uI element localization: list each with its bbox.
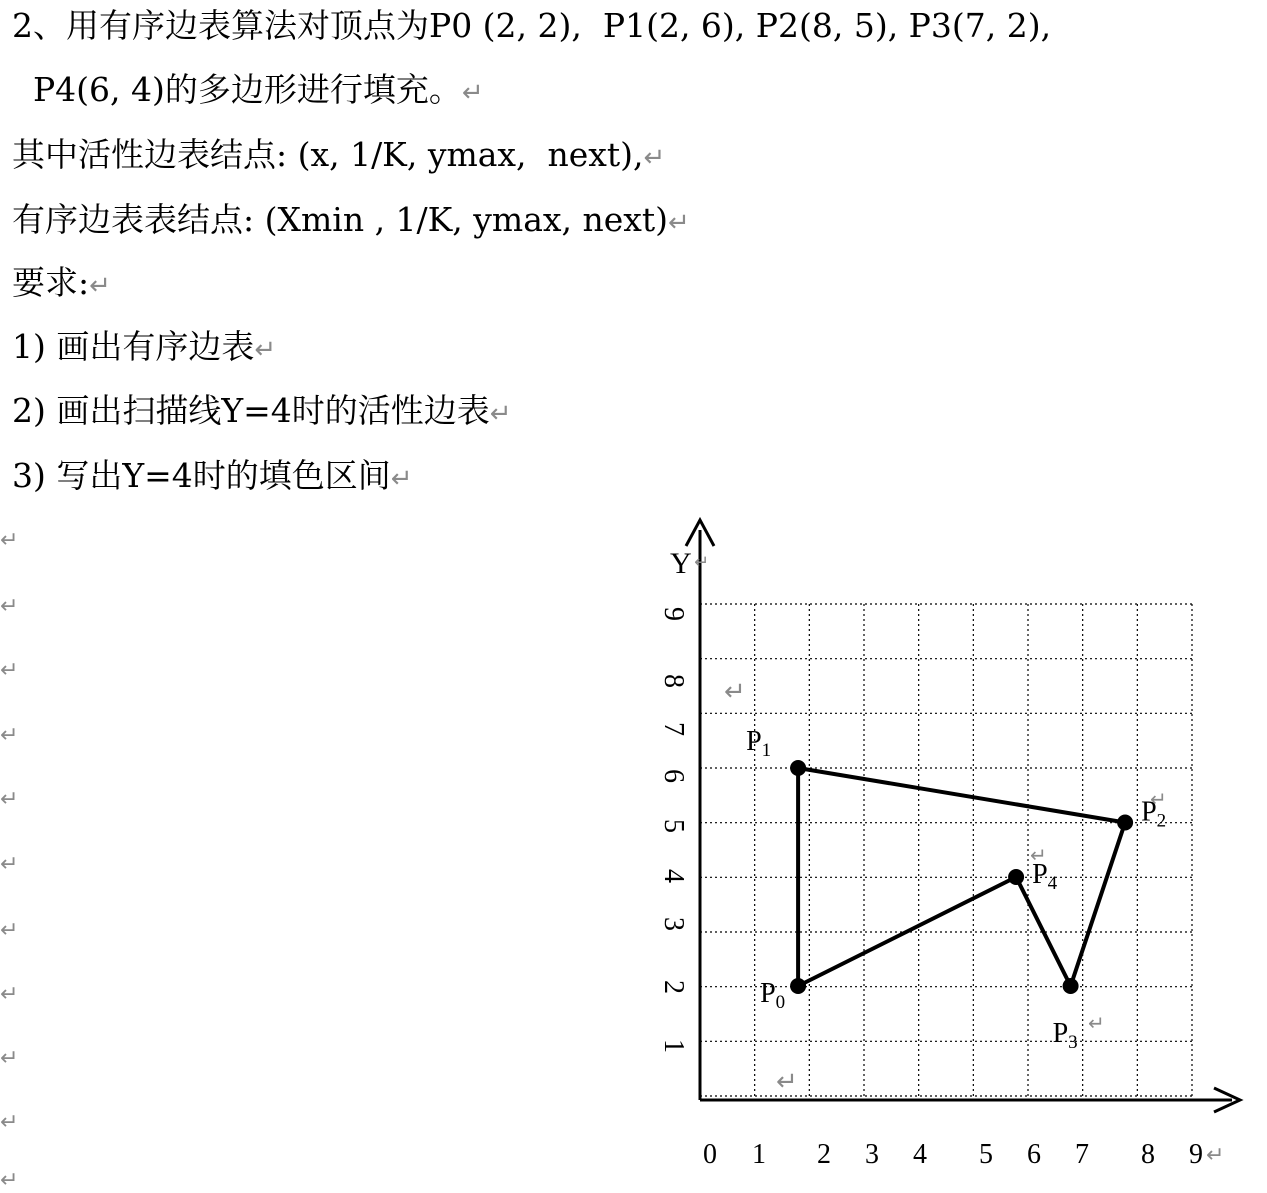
vertex-label-p2: $P_2$ [1141, 796, 1167, 832]
return-mark-icon: ↵ [89, 271, 111, 301]
empty-paragraph-mark-icon: ↵ [0, 982, 19, 1007]
return-mark-icon: ↵ [668, 208, 690, 238]
y-axis-label: Y [670, 547, 692, 580]
return-mark-icon: ↵ [390, 464, 413, 494]
question-line-1: 2、用有序边表算法对顶点为P0 (2, 2), P1(2, 6), P2(8, 5), P3(7, 2), [12, 6, 1052, 45]
y-tick-label: 7 [658, 722, 689, 736]
return-mark-icon: ↵ [1206, 1143, 1225, 1168]
empty-paragraph-mark-icon: ↵ [0, 528, 19, 553]
x-tick-label: 5 [979, 1139, 993, 1170]
x-tick-label: 4 [913, 1139, 927, 1170]
y-tick-label: 3 [658, 917, 689, 931]
return-mark-icon: ↵ [724, 677, 746, 707]
question-line-2: P4(6, 4)的多边形进行填充。↵ [12, 70, 484, 109]
vertex-label-p3: $P_3$ [1052, 1018, 1078, 1053]
x-tick-label: 9 [1189, 1139, 1203, 1170]
y-tick-label: 2 [658, 980, 689, 994]
return-mark-icon: ↵ [461, 78, 484, 108]
vertex-label-p0: $P_0$ [760, 978, 786, 1013]
vertex-p0 [790, 978, 806, 994]
x-tick-label: 6 [1027, 1139, 1041, 1170]
empty-paragraph-mark-icon: ↵ [0, 918, 19, 943]
return-mark-icon: ↵ [1150, 787, 1167, 811]
empty-paragraph-mark-icon: ↵ [0, 1168, 19, 1193]
empty-paragraph-mark-icon: ↵ [0, 1110, 19, 1135]
return-mark-icon: ↵ [694, 552, 710, 573]
requirement-3: 3) 写出Y=4时的填色区间↵ [12, 456, 413, 495]
x-tick-label: 1 [752, 1139, 766, 1170]
empty-paragraph-mark-icon: ↵ [0, 852, 19, 877]
vertex-p1 [790, 760, 806, 776]
y-tick-label: 9 [658, 607, 689, 621]
requirements-heading: 要求:↵ [12, 263, 111, 302]
sorted-edge-node-line: 有序边表表结点: (Xmin , 1/K, ymax, next)↵ [12, 200, 690, 239]
y-tick-label: 1 [658, 1039, 689, 1053]
y-tick-label: 5 [658, 819, 689, 833]
y-tick-label: 6 [658, 769, 689, 783]
return-mark-icon: ↵ [1088, 1011, 1105, 1035]
y-tick-label: 8 [658, 674, 689, 688]
return-mark-icon: ↵ [643, 143, 666, 173]
x-tick-label: 8 [1141, 1139, 1155, 1170]
vertex-label-p1: $P_1$ [746, 726, 772, 761]
empty-paragraph-mark-icon: ↵ [0, 787, 19, 812]
active-edge-node-line: 其中活性边表结点: (x, 1/K, ymax, next),↵ [12, 135, 666, 174]
empty-paragraph-mark-icon: ↵ [0, 594, 19, 619]
return-mark-icon: ↵ [1030, 843, 1047, 867]
x-tick-label: 0 [703, 1139, 717, 1170]
grid [700, 604, 1192, 1096]
requirement-2: 2) 画出扫描线Y=4时的活性边表↵ [12, 391, 512, 430]
empty-paragraph-mark-icon: ↵ [0, 1046, 19, 1071]
return-mark-icon: ↵ [254, 335, 277, 365]
vertex-label-p4: $P_4$ [1032, 859, 1058, 894]
vertex-p3 [1063, 978, 1079, 994]
requirement-1: 1) 画出有序边表↵ [12, 327, 277, 366]
empty-paragraph-mark-icon: ↵ [0, 658, 19, 683]
return-mark-icon: ↵ [489, 399, 512, 429]
x-tick-label: 2 [817, 1139, 831, 1170]
x-tick-label: 7 [1075, 1139, 1089, 1170]
y-tick-label: 4 [658, 869, 689, 883]
return-mark-icon: ↵ [776, 1067, 798, 1097]
x-tick-label: 3 [865, 1139, 879, 1170]
stray-return-marks [724, 677, 1167, 1097]
vertex-p4 [1008, 869, 1024, 885]
vertex-p2 [1117, 815, 1133, 831]
empty-paragraph-mark-icon: ↵ [0, 723, 19, 748]
